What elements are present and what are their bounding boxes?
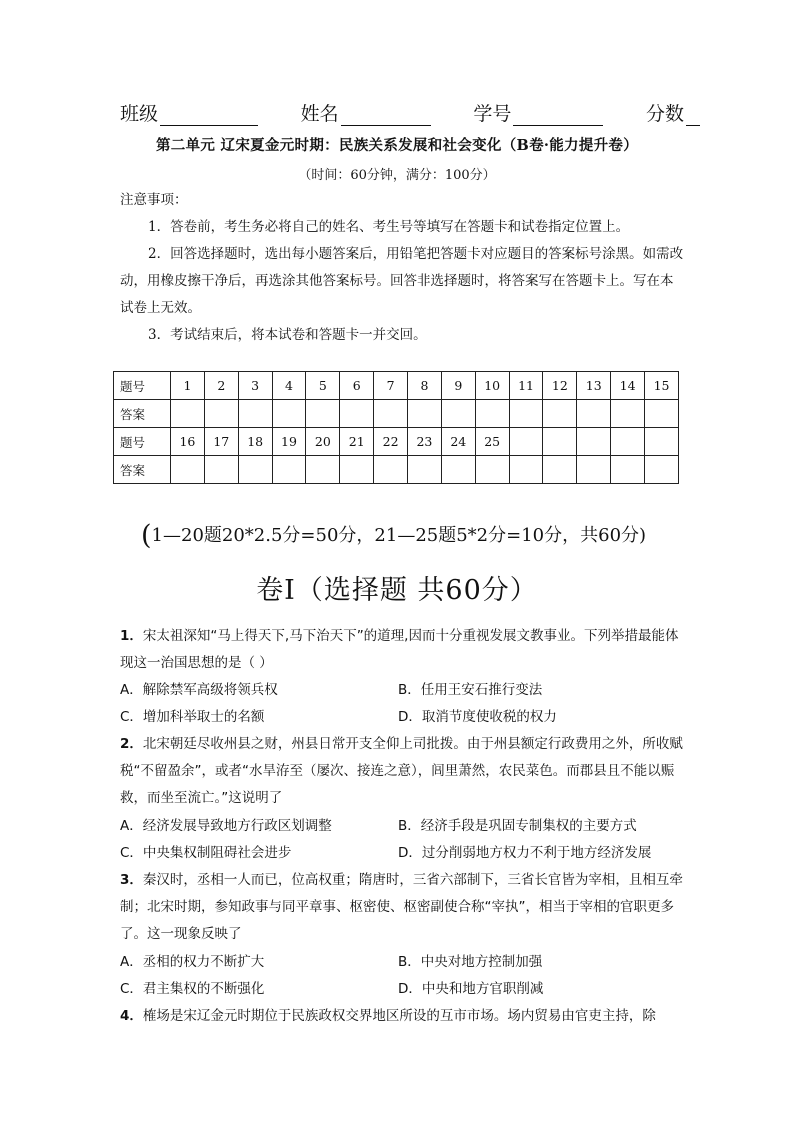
answer-cell[interactable]: [374, 400, 408, 428]
exam-subtitle: （时间：60分钟，满分：100分）: [298, 168, 496, 183]
grid-number-cell: 18: [238, 428, 272, 456]
name-label: 姓名: [300, 103, 339, 125]
notice-item-3: 3．考试结束后，将本试卷和答题卡一并交回。: [148, 327, 427, 343]
option-d[interactable]: D．过分削弱地方权力不利于地方经济发展: [398, 845, 652, 861]
grid-number-cell: [543, 428, 577, 456]
question-2: [120, 731, 686, 812]
grid-number-cell: [577, 428, 611, 456]
option-b[interactable]: B．中央对地方控制加强: [398, 954, 543, 970]
option-d[interactable]: D．中央和地方官职削减: [398, 981, 544, 997]
question-4-number: 4．: [120, 1008, 143, 1024]
notice-item-2: 2．回答选择题时，选出每小题答案后，用铅笔把答题卡对应题目的答案标号涂黑。如需改动，用橡皮擦干净后，再选涂其他答案标号。回答非选择题时，将答案写在答题卡上。写在本试卷上无效。: [120, 246, 684, 316]
student-id-blank[interactable]: [513, 103, 603, 126]
question-2-stem: 北宋朝廷尽收州县之财，州县日常开支全仰上司批拨。由于州县额定行政费用之外，所收赋税“不留盈余”，或者“水旱洊至（屡次、接连之意），闾里萧然，农民菜色。而郡县且不能以赈救，而坐至流亡。”这说明了: [120, 736, 683, 806]
grid-number-cell: 25: [475, 428, 509, 456]
option-a[interactable]: A．经济发展导致地方行政区划调整: [120, 818, 332, 834]
option-d[interactable]: D．取消节度使收税的权力: [398, 709, 557, 725]
answer-cell[interactable]: [238, 400, 272, 428]
answer-cell[interactable]: [204, 456, 238, 484]
answer-label: 答案: [114, 456, 171, 484]
grid-number-cell: [509, 428, 543, 456]
question-4-stem: 榷场是宋辽金元时期位于民族政权交界地区所设的互市市场。场内贸易由官吏主持，除: [142, 1008, 656, 1024]
score-note-open-paren: (: [141, 520, 152, 551]
score-label: 分数: [645, 103, 684, 125]
grid-number-cell: 20: [306, 428, 340, 456]
answer-cell[interactable]: [611, 400, 645, 428]
option-c[interactable]: C．君主集权的不断强化: [120, 981, 265, 997]
answer-cell[interactable]: [441, 456, 475, 484]
grid-number-cell: [611, 428, 645, 456]
grid-number-cell: 3: [238, 372, 272, 400]
answer-cell[interactable]: [374, 456, 408, 484]
answer-cell[interactable]: [441, 400, 475, 428]
grid-number-cell: 17: [204, 428, 238, 456]
grid-number-cell: 24: [441, 428, 475, 456]
name-field: [301, 99, 431, 126]
grid-number-cell: 1: [171, 372, 205, 400]
grid-row-answers-1: [114, 400, 679, 428]
answer-label: 答案: [114, 400, 171, 428]
notice-heading: 注意事项：: [120, 192, 188, 208]
grid-row-numbers-1: [114, 372, 679, 400]
section-heading: 卷Ⅰ（选择题 共60分）: [256, 575, 538, 606]
question-2-number: 2．: [120, 736, 143, 752]
class-blank[interactable]: [160, 103, 258, 126]
grid-number-cell: 11: [509, 372, 543, 400]
grid-row-numbers-2: [114, 428, 679, 456]
grid-number-cell: 13: [577, 372, 611, 400]
grid-number-cell: 16: [171, 428, 205, 456]
answer-cell[interactable]: [340, 400, 374, 428]
answer-cell[interactable]: [340, 456, 374, 484]
score-blank[interactable]: [686, 103, 700, 126]
option-b[interactable]: B．任用王安石推行变法: [398, 682, 543, 698]
question-2-options: [120, 813, 686, 867]
question-3: [120, 867, 686, 948]
option-b[interactable]: B．经济手段是巩固专制集权的主要方式: [398, 818, 637, 834]
answer-cell[interactable]: [238, 456, 272, 484]
answer-cell[interactable]: [272, 456, 306, 484]
score-note-text: 1—20题20*2.5分=50分，21—25题5*2分=10分，共60分): [151, 525, 647, 546]
grid-number-cell: 12: [543, 372, 577, 400]
grid-number-cell: 23: [408, 428, 442, 456]
option-c[interactable]: C．增加科举取士的名额: [120, 709, 265, 725]
grid-number-cell: [645, 428, 679, 456]
answer-cell[interactable]: [509, 456, 543, 484]
answer-cell[interactable]: [306, 456, 340, 484]
option-a[interactable]: A．丞相的权力不断扩大: [120, 954, 265, 970]
answer-cell[interactable]: [272, 400, 306, 428]
grid-number-cell: 2: [204, 372, 238, 400]
question-3-stem: 秦汉时，丞相一人而已，位高权重；隋唐时，三省六部制下，三省长官皆为宰相，且相互牵制；北宋时期，参知政事与同平章事、枢密使、枢密副使合称“宰执”，相当于宰相的官职更多了。这一现象反映了: [120, 872, 683, 942]
answer-cell[interactable]: [543, 400, 577, 428]
answer-cell[interactable]: [509, 400, 543, 428]
grid-number-cell: 22: [374, 428, 408, 456]
grid-number-cell: 9: [441, 372, 475, 400]
question-1: [120, 623, 686, 677]
student-id-field: [473, 99, 603, 126]
student-id-label: 学号: [473, 103, 512, 125]
grid-number-cell: 10: [475, 372, 509, 400]
question-4: [120, 1003, 686, 1030]
class-label: 班级: [120, 103, 159, 125]
grid-number-cell: 21: [340, 428, 374, 456]
grid-number-cell: 8: [408, 372, 442, 400]
answer-cell[interactable]: [171, 456, 205, 484]
answer-cell[interactable]: [204, 400, 238, 428]
notice-section: [120, 187, 686, 349]
answer-cell[interactable]: [171, 400, 205, 428]
grid-row-answers-2: [114, 456, 679, 484]
answer-cell[interactable]: [645, 456, 679, 484]
score-field: [646, 99, 700, 126]
question-1-number: 1．: [120, 628, 143, 644]
grid-number-cell: 5: [306, 372, 340, 400]
question-1-stem: 宋太祖深知“马上得天下,马下治天下”的道理,因而十分重视发展文教事业。下列举措最能体现这一治国思想的是（ ）: [120, 628, 679, 671]
answer-cell[interactable]: [577, 456, 611, 484]
answer-cell[interactable]: [611, 456, 645, 484]
answer-cell[interactable]: [475, 456, 509, 484]
question-3-options: [120, 949, 686, 1003]
answer-cell[interactable]: [577, 400, 611, 428]
grid-number-cell: 15: [645, 372, 679, 400]
question-1-options: [120, 677, 686, 731]
question-number-label: 题号: [114, 428, 171, 456]
answer-cell[interactable]: [543, 456, 577, 484]
option-c[interactable]: C．中央集权制阻碍社会进步: [120, 845, 292, 861]
notice-item-1: 1．答卷前，考生务必将自己的姓名、考生号等填写在答题卡和试卷指定位置上。: [148, 219, 630, 235]
grid-number-cell: 6: [340, 372, 374, 400]
name-blank[interactable]: [341, 103, 431, 126]
grid-number-cell: 19: [272, 428, 306, 456]
grid-number-cell: 14: [611, 372, 645, 400]
class-field: [120, 99, 258, 126]
answer-cell[interactable]: [475, 400, 509, 428]
student-info-row: [120, 96, 700, 126]
question-3-number: 3．: [120, 872, 143, 888]
answer-cell[interactable]: [408, 456, 442, 484]
answer-cell[interactable]: [645, 400, 679, 428]
answer-grid: [113, 371, 679, 484]
grid-number-cell: 4: [272, 372, 306, 400]
score-note: [141, 520, 646, 551]
question-number-label: 题号: [114, 372, 171, 400]
answer-cell[interactable]: [306, 400, 340, 428]
exam-title: 第二单元 辽宋夏金元时期：民族关系发展和社会变化（B卷·能力提升卷）: [155, 137, 639, 154]
option-a[interactable]: A．解除禁军高级将领兵权: [120, 682, 278, 698]
grid-number-cell: 7: [374, 372, 408, 400]
answer-cell[interactable]: [408, 400, 442, 428]
